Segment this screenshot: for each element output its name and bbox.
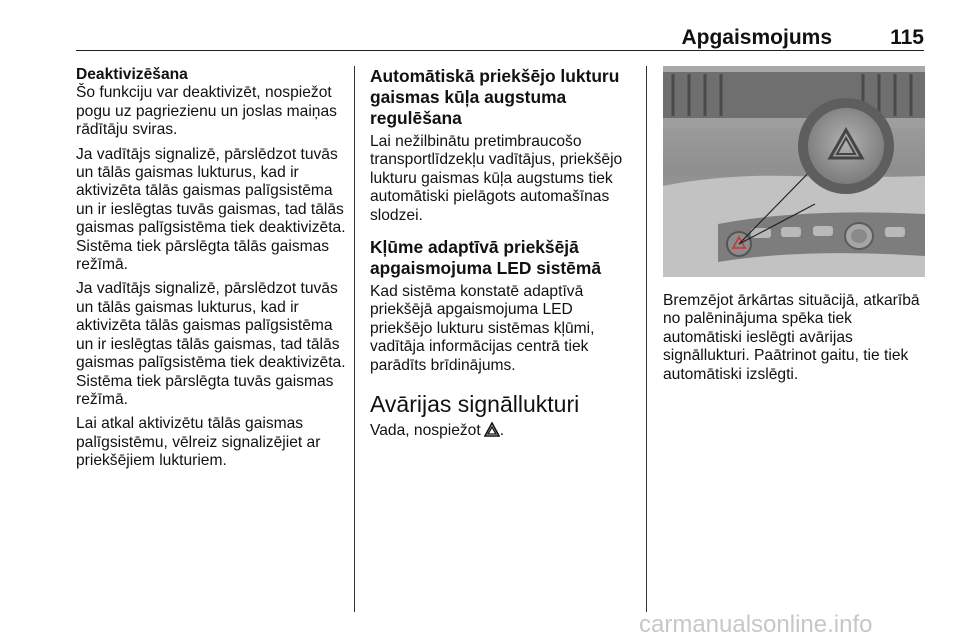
paragraph: Šo funkciju var deaktivizēt, nospiežot pogu uz pagriezienu un joslas maiņas rādītāju sviras. [76,84,337,139]
column-right [663,292,927,390]
hazard-instruction-text: Vada, nospiežot [370,422,481,440]
led-fault-heading: Kļūme adaptīvā priekšējā apgaismojuma LED sistēmā [370,237,601,279]
hazard-lights-heading: Avārijas signāllukturi [370,391,580,418]
hazard-instruction-end: . [499,422,505,440]
page-number: 115 [890,26,924,49]
paragraph: Ja vadītājs signalizē, pārslēdzot tuvās un tālās gaismas lukturus, kad ir aktivizēta tālās gaismas palīgsistēma un ir ieslēgtas tālās gaismas, tad tālās gaismas palīgsistēma tiek deaktivizēta. Sistēma tiek pārslēgta tuvās gaismas režīmā. [76,280,346,408]
paragraph: Kad sistēma konstatē adaptīvā priekšējā apgaismojuma LED priekšējo lukturu sistēmas kļūmi, vadītāja informācijas centrā tiek parādīts brīdinājums. [370,283,595,374]
paragraph: Ja vadītājs signalizē, pārslēdzot tuvās un tālās gaismas lukturus, kad ir aktivizēta tālās gaismas palīgsistēma un ir ieslēgtas tuvās gaismas, tad tālās gaismas palīgsistēma tiek deaktivizēta. Sistēma tiek pārslēgta tālās gaismas režīmā. [76,145,346,274]
column-divider-2 [646,66,647,612]
header-rule [76,50,924,51]
hazard-button-photo [663,66,925,277]
deactivation-heading: Deaktivizēšana [76,66,188,83]
page-header [0,0,960,50]
column-middle [370,66,632,446]
hazard-triangle-icon [484,422,500,437]
running-title: Apgaismojums [681,26,832,49]
photo-caption: Bremzējot ārkārtas situācijā, atkarībā no palēninājuma spēka tiek automātiski ieslēgti avārijas signāllukturi. Paātrinot gaitu, tie tiek automātiski izslēgti. [663,292,920,383]
headlight-leveling-heading: Automātiskā priekšējo lukturu gaismas kūļa augstuma regulēšana [370,66,620,128]
watermark: carmanualsonline.info [639,611,873,638]
paragraph: Lai nežilbinātu pretimbraucošo transportlīdzekļu vadītājus, priekšējo lukturu gaismas kūļa augstums tiek automātiski pielāgots automašīnas slodzei. [370,133,623,224]
column-left [76,66,348,477]
paragraph: Lai atkal aktivizētu tālās gaismas palīgsistēmu, vēlreiz signalizējiet ar priekšējiem lukturiem. [76,415,321,470]
hazard-instruction [370,422,632,440]
column-divider-1 [354,66,355,612]
